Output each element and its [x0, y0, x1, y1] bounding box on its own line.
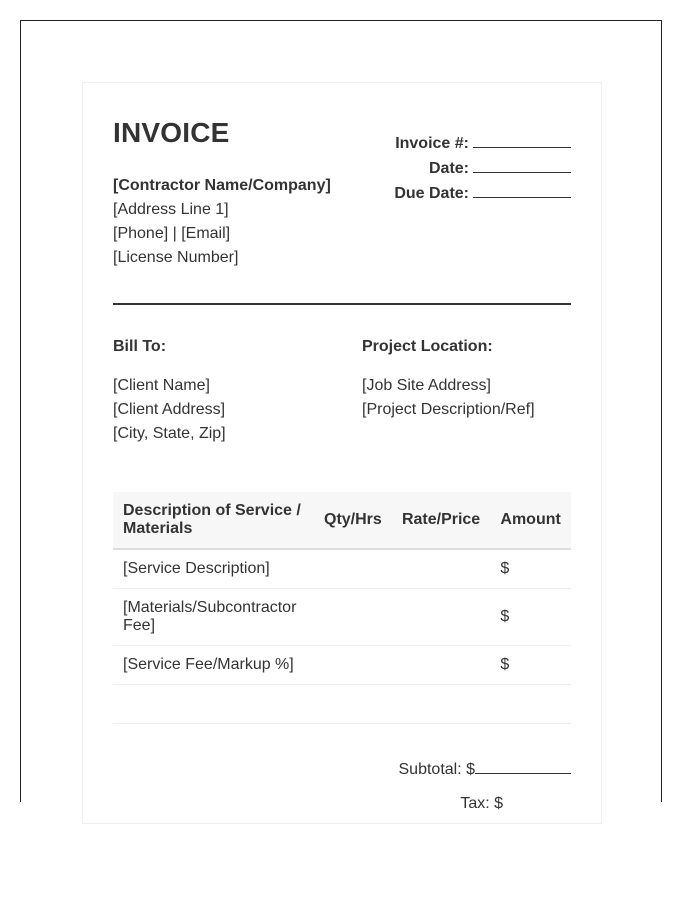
row-description: [Materials/Subcontractor Fee] — [113, 589, 314, 646]
invoice-title: INVOICE — [113, 117, 230, 148]
project-location-block — [362, 374, 535, 422]
client-city-state-zip: [City, State, Zip] — [113, 425, 226, 442]
job-site-address: [Job Site Address] — [362, 377, 491, 394]
row-amount: $ — [490, 646, 571, 685]
table-row — [113, 589, 571, 646]
client-name: [Client Name] — [113, 377, 210, 394]
table-row — [113, 549, 571, 589]
bill-to-label: Bill To: — [113, 338, 167, 355]
row-rate — [392, 589, 490, 646]
row-qty — [314, 646, 392, 685]
row-amount: $ — [490, 589, 571, 646]
invoice-sheet — [82, 82, 602, 824]
empty-cell — [392, 685, 490, 724]
empty-cell — [113, 685, 314, 724]
subtotal-label: Subtotal: $ — [398, 761, 475, 778]
row-rate — [392, 646, 490, 685]
due-date-field[interactable] — [473, 181, 571, 198]
bill-to-block — [113, 374, 226, 446]
due-date-row — [394, 181, 571, 206]
contractor-contact: [Phone] | [Email] — [113, 225, 231, 242]
project-location-label: Project Location: — [362, 338, 493, 355]
table-header-row — [113, 492, 571, 549]
invoice-number-field[interactable] — [473, 131, 571, 148]
row-rate — [392, 549, 490, 589]
header-amount: Amount — [490, 492, 571, 549]
contractor-info — [113, 174, 331, 270]
page-frame — [20, 20, 662, 812]
due-date-label: Due Date: — [394, 185, 469, 202]
line-items-table — [113, 492, 571, 724]
invoice-number-label: Invoice #: — [395, 135, 469, 152]
project-description: [Project Description/Ref] — [362, 401, 535, 418]
invoice-meta — [394, 131, 571, 206]
client-address: [Client Address] — [113, 401, 226, 418]
row-qty — [314, 549, 392, 589]
header-divider — [113, 303, 571, 305]
subtotal-field[interactable] — [475, 757, 571, 774]
row-amount: $ — [490, 549, 571, 589]
header-description: Description of Service / Materials — [113, 492, 314, 549]
row-description: [Service Description] — [113, 549, 314, 589]
empty-cell — [314, 685, 392, 724]
invoice-date-row — [394, 156, 571, 181]
header-qty: Qty/Hrs — [314, 492, 392, 549]
row-description: [Service Fee/Markup %] — [113, 646, 314, 685]
contractor-name: [Contractor Name/Company] — [113, 177, 331, 194]
invoice-date-field[interactable] — [473, 156, 571, 173]
tax-label: Tax: $ — [460, 795, 503, 812]
invoice-number-row — [394, 131, 571, 156]
empty-cell — [490, 685, 571, 724]
row-qty — [314, 589, 392, 646]
table-row — [113, 646, 571, 685]
subtotal-row — [399, 757, 572, 779]
empty-table-row — [113, 685, 571, 724]
invoice-date-label: Date: — [428, 160, 469, 177]
header-rate: Rate/Price — [392, 492, 490, 549]
contractor-address: [Address Line 1] — [113, 201, 229, 218]
contractor-license: [License Number] — [113, 249, 239, 266]
